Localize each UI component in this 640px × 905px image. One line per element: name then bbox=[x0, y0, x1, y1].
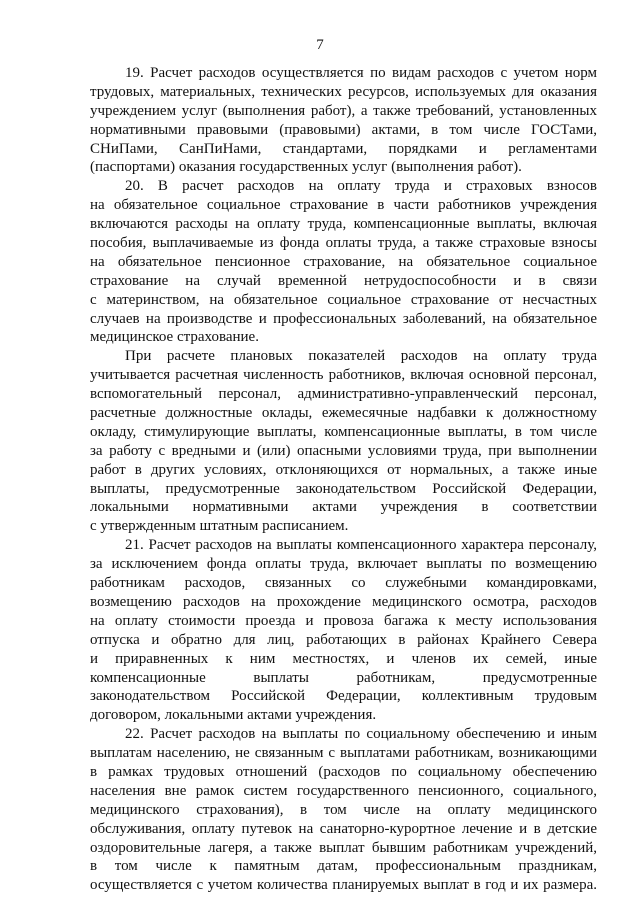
text-line: (паспортами) оказания государственных услуг (выполнения работ). bbox=[90, 159, 522, 176]
text-line: на обязательное пенсионное страхование, на обязательное социальное bbox=[90, 253, 597, 270]
text-line: страхование на случай временной нетрудоспособности и в связи bbox=[90, 272, 597, 289]
paragraph-payroll-planning bbox=[90, 347, 597, 536]
text-line: и приравненных к ним местностях, и членов их семей, иные bbox=[90, 650, 597, 667]
text-line: случаев на производстве и профессиональных заболеваний, на обязательное bbox=[90, 310, 597, 327]
text-line: медицинское страхование. bbox=[90, 329, 259, 346]
page-number: 7 bbox=[316, 37, 324, 53]
text-line: населения вне рамок систем государственного пенсионного, социального, bbox=[90, 782, 597, 799]
text-line: 20. В расчет расходов на оплату труда и страховых взносов bbox=[125, 178, 597, 195]
text-line: возмещению расходов на прохождение медицинского осмотра, расходов bbox=[90, 593, 597, 610]
text-line: отпуска и обратно для лиц, работающих в районах Крайнего Севера bbox=[90, 631, 597, 648]
text-line: оздоровительные лагеря, а также выплат бывшим работникам учреждений, bbox=[90, 839, 597, 856]
text-line: осуществляется с учетом количества планируемых выплат в год и их размера. bbox=[90, 877, 597, 894]
text-line: вспомогательный персонал, административно-управленческий персонал, bbox=[90, 386, 597, 403]
document-body bbox=[90, 64, 597, 895]
paragraph-22 bbox=[90, 725, 597, 895]
text-line: на обязательное социальное страхование в части работников учреждения bbox=[90, 197, 597, 214]
text-line: с материнством, на обязательное социальное страхование от несчастных bbox=[90, 291, 597, 308]
text-line: учитывается расчетная численность работников, включая основной персонал, bbox=[90, 367, 597, 384]
text-line: пособия, выплачиваемые из фонда оплаты труда, а также страховые взносы bbox=[90, 235, 597, 252]
text-line: за исключением фонда оплаты труда, включает выплаты по возмещению bbox=[90, 556, 597, 573]
text-line: 19. Расчет расходов осуществляется по видам расходов с учетом норм bbox=[125, 65, 597, 81]
text-line: выплаты, предусмотренные законодательством Российской Федерации, bbox=[90, 480, 597, 497]
text-line: договором, локальными актами учреждения. bbox=[90, 707, 377, 724]
text-line: в том числе к памятным датам, профессиональным праздникам, bbox=[90, 858, 597, 875]
text-line: медицинского страхования), в том числе на оплату медицинского bbox=[90, 801, 597, 818]
text-line: на оплату стоимости проезда и провоза багажа к месту использования bbox=[90, 612, 597, 629]
text-line: законодательством Российской Федерации, коллективным трудовым bbox=[90, 688, 597, 705]
text-line: окладу, стимулирующие выплаты, компенсационные выплаты, в том числе bbox=[90, 423, 597, 440]
text-line: трудовых, материальных, технических ресурсов, используемых для оказания bbox=[90, 83, 597, 100]
paragraph-21 bbox=[90, 536, 597, 725]
text-line: СНиПами, СанПиНами, стандартами, порядками и регламентами bbox=[90, 140, 597, 157]
text-line: за работу с вредными и (или) опасными условиями труда, при выполнении bbox=[90, 442, 597, 459]
text-line: обслуживания, оплату путевок на санаторно-курортное лечение и в детские bbox=[90, 820, 597, 837]
paragraph-20 bbox=[90, 177, 597, 347]
text-line: При расчете плановых показателей расходов на оплату труда bbox=[125, 348, 597, 365]
text-line: 22. Расчет расходов на выплаты по социальному обеспечению и иным bbox=[125, 726, 597, 743]
text-line: 21. Расчет расходов на выплаты компенсационного характера персоналу, bbox=[125, 537, 597, 554]
text-line: нормативными правовыми (правовыми) актами, в том числе ГОСТами, bbox=[90, 121, 597, 138]
text-line: работ в других условиях, отклоняющихся от нормальных, а также иные bbox=[90, 461, 597, 478]
paragraph-19 bbox=[90, 64, 597, 177]
text-line: локальными нормативными актами учреждения в соответствии bbox=[90, 499, 597, 516]
text-line: включаются расходы на оплату труда, компенсационные выплаты, включая bbox=[90, 216, 597, 233]
text-line: компенсационные выплаты работникам, предусмотренные bbox=[90, 669, 597, 686]
text-line: работникам расходов, связанных со служебными командировками, bbox=[90, 575, 597, 592]
text-line: выплатам населению, не связанным с выплатами работникам, возникающими bbox=[90, 745, 597, 762]
text-line: расчетные должностные оклады, ежемесячные надбавки к должностному bbox=[90, 405, 597, 422]
text-line: с утвержденным штатным расписанием. bbox=[90, 518, 349, 535]
text-line: учреждением услуг (выполнения работ), а также требований, установленных bbox=[90, 102, 597, 119]
text-line: в рамках трудовых отношений (расходов по социальному обеспечению bbox=[90, 763, 597, 780]
